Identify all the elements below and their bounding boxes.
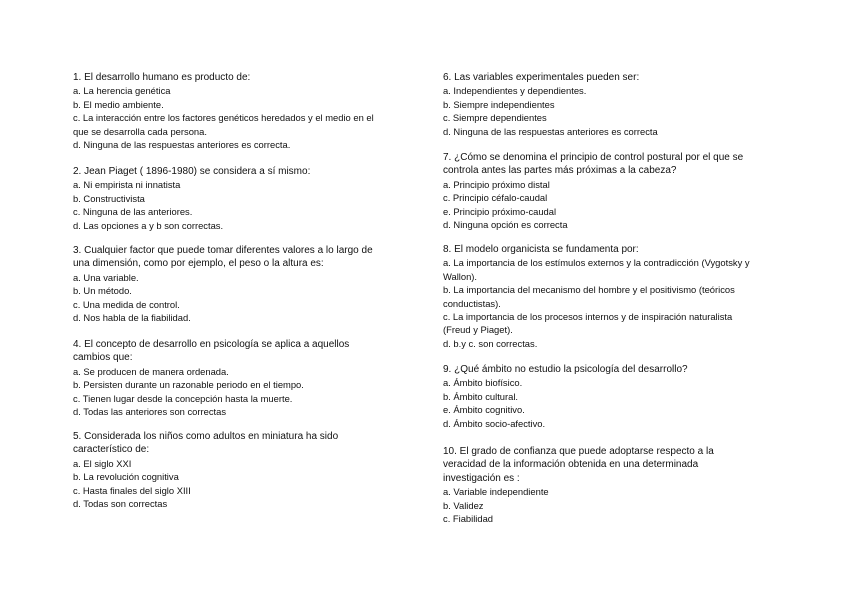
answer-option: d. Todas son correctas: [73, 497, 168, 509]
question-text: [73, 71, 418, 84]
answer-option: a. Ámbito biofísico.: [443, 377, 523, 389]
answer-option: c. Una medida de control.: [73, 298, 180, 310]
question-line: 7. ¿Cómo se denomina el principio de control postural por el que se: [443, 152, 744, 163]
question-2: [73, 165, 418, 232]
answer-option: e. Principio próximo-caudal: [443, 205, 557, 217]
question-line: 1. El desarrollo humano es producto de:: [73, 72, 251, 83]
answer-option: que se desarrolla cada persona.: [73, 125, 207, 137]
answer-option: a. Ni empirista ni innatista: [73, 179, 181, 191]
answer-option: a. Una variable.: [73, 271, 139, 283]
question-line: 5. Considerada los niños como adultos en miniatura ha sido: [73, 431, 339, 442]
question-line: característico de:: [73, 444, 150, 456]
question-line: 9. ¿Qué ámbito no estudio la psicología del desarrollo?: [443, 364, 688, 375]
answer-option: a. El siglo XXI: [73, 457, 132, 469]
question-line: 6. Las variables experimentales pueden ser:: [443, 72, 640, 83]
answer-option: d. Todas las anteriores son correctas: [73, 405, 227, 417]
question-line: 2. Jean Piaget ( 1896-1980) se considera a sí mismo:: [73, 166, 311, 177]
question-line: controla antes las partes más próximas a la cabeza?: [443, 165, 677, 177]
question-4: [73, 338, 418, 418]
question-text: [73, 165, 418, 178]
answer-option: a. La importancia de los estímulos externos y la contradicción (Vygotsky y: [443, 257, 750, 269]
question-line: una dimensión, como por ejemplo, el peso o la altura es:: [73, 258, 324, 270]
question-text: [443, 151, 788, 178]
answer-option: c. Siempre dependientes: [443, 112, 547, 124]
answer-option: d. Ninguna de las respuestas anteriores es correcta: [443, 125, 658, 137]
question-10: [443, 445, 788, 525]
question-line: investigación es :: [443, 472, 520, 484]
question-line: veracidad de la información obtenida en una determinada: [443, 459, 699, 471]
answer-option: a. Principio próximo distal: [443, 178, 550, 190]
answer-option: b. Constructivista: [73, 192, 145, 204]
answer-option: c. La interacción entre los factores genéticos heredados y el medio en el: [73, 112, 374, 124]
answer-option: c. Fiabilidad: [443, 512, 494, 524]
question-text: [443, 243, 788, 256]
answer-option: b. La revolución cognitiva: [73, 471, 179, 483]
question-text: [443, 71, 788, 84]
question-5: [73, 430, 418, 510]
answer-option: a. Se producen de manera ordenada.: [73, 365, 229, 377]
question-text: [73, 338, 418, 365]
question-8: [443, 243, 788, 350]
question-text: [73, 244, 418, 271]
answer-option: c. Ninguna de las anteriores.: [73, 206, 193, 218]
answer-option: c. Principio céfalo-caudal: [443, 192, 548, 204]
answer-option: c. Tienen lugar desde la concepción hasta la muerte.: [73, 392, 293, 404]
answer-option: conductistas).: [443, 297, 501, 309]
question-text: [443, 445, 788, 485]
answer-option: a. La herencia genética: [73, 85, 171, 97]
answer-option: b. El medio ambiente.: [73, 98, 164, 110]
answer-option: b. Validez: [443, 499, 484, 511]
question-7: [443, 151, 788, 231]
answer-option: c. Hasta finales del siglo XIII: [73, 484, 191, 496]
answer-option: Wallon).: [443, 270, 478, 282]
question-text: [443, 363, 788, 376]
answer-option: b. Siempre independientes: [443, 98, 555, 110]
question-9: [443, 363, 788, 430]
answer-option: b. Ámbito cultural.: [443, 390, 519, 402]
answer-option: (Freud y Piaget).: [443, 324, 513, 336]
answer-option: b. Un método.: [73, 285, 132, 297]
question-3: [73, 244, 418, 324]
answer-option: c. La importancia de los procesos internos y de inspiración naturalista: [443, 310, 733, 322]
question-6: [443, 71, 788, 138]
answer-option: e. Ámbito cognitivo.: [443, 404, 525, 416]
question-1: [73, 71, 418, 151]
question-text: [73, 430, 418, 457]
answer-option: d. Ámbito socio-afectivo.: [443, 417, 546, 429]
answer-option: a. Variable independiente: [443, 486, 549, 498]
question-line: 8. El modelo organicista se fundamenta por:: [443, 244, 639, 255]
answer-option: b. La importancia del mecanismo del hombre y el positivismo (teóricos: [443, 284, 735, 296]
answer-option: d. Ninguna de las respuestas anteriores es correcta.: [73, 138, 291, 150]
answer-option: d. Las opciones a y b son correctas.: [73, 219, 224, 231]
answer-option: d. Nos habla de la fiabilidad.: [73, 311, 191, 323]
question-line: 3. Cualquier factor que puede tomar diferentes valores a lo largo de: [73, 245, 373, 256]
question-line: cambios que:: [73, 352, 133, 364]
answer-option: d. b.y c. son correctas.: [443, 337, 538, 349]
answer-option: b. Persisten durante un razonable periodo en el tiempo.: [73, 379, 304, 391]
answer-option: d. Ninguna opción es correcta: [443, 218, 568, 230]
question-line: 4. El concepto de desarrollo en psicología se aplica a aquellos: [73, 339, 350, 350]
answer-option: a. Independientes y dependientes.: [443, 85, 587, 97]
question-line: 10. El grado de confianza que puede adoptarse respecto a la: [443, 446, 714, 457]
